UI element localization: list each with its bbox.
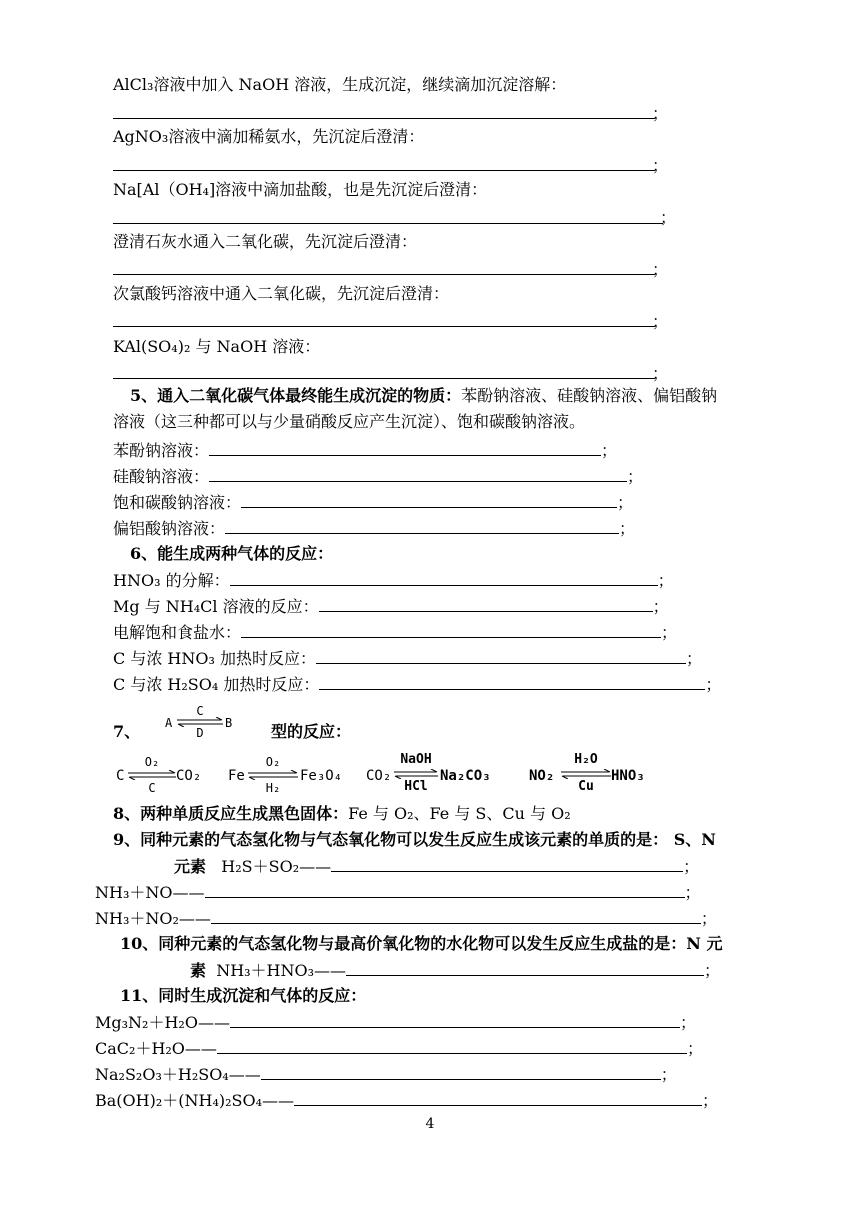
section7-label: 7、 [113,722,141,741]
section6-item: 电解饱和食盐水： ； [113,623,678,642]
semicolon: ； [652,156,669,175]
double-arrow-icon [561,769,611,779]
section10-heading: 10、同种元素的气态氢化物与最高价氧化物的水化物可以发生反应生成盐的是：N 元 [120,934,723,953]
answer-blank[interactable] [294,1090,702,1106]
section11-item: CaC₂＋H₂O—— ； [95,1039,703,1058]
answer-blank[interactable] [217,1038,687,1054]
section9-item: NH₃＋NO₂—— ； [95,909,717,928]
kal-line: KAl(SO₄)₂ 与 NaOH 溶液： [113,337,321,356]
section11-heading: 11、同时生成沉淀和气体的反应： [120,986,367,1005]
semicolon: ； [652,312,669,331]
answer-blank[interactable] [319,674,705,690]
semicolon: ； [652,260,669,279]
section9-item: 元素 H₂S＋SO₂—— ； [174,857,700,876]
section6-item: Mg 与 NH₄Cl 溶液的反应： ； [113,597,669,616]
semicolon: ； [652,364,669,383]
answer-blank[interactable] [205,882,685,898]
section10-item: 素 NH₃＋HNO₃—— ； [190,961,721,980]
answer-blank[interactable] [331,856,683,872]
section5-item: 苯酚钠溶液： ； [113,441,618,460]
answer-blank[interactable] [230,570,658,586]
section6-item: HNO₃ 的分解： ； [113,571,674,590]
scheme-bottom: D [196,726,204,740]
answer-blank[interactable] [319,596,653,612]
page-number: 4 [425,1116,435,1132]
scheme-a-c-d-b [165,705,235,739]
limewater-line: 澄清石灰水通入二氧化碳，先沉淀后澄清： [113,232,418,251]
semicolon: ； [652,104,669,123]
answer-blank[interactable] [211,908,701,924]
double-arrow-icon [128,770,176,780]
section6-heading: 6、能生成两种气体的反应： [130,544,334,563]
section9-heading: 9、同种元素的气态氢化物与气态氧化物可以发生反应生成该元素的单质的是： S、N [113,830,716,849]
section11-item: Mg₃N₂＋H₂O—— ； [95,1013,696,1032]
caclo-line: 次氯酸钙溶液中通入二氧化碳，先沉淀后澄清： [113,284,450,303]
section6-item: C 与浓 H₂SO₄ 加热时反应： ； [113,675,722,694]
answer-blank[interactable] [113,170,655,171]
naal-line: Na[Al（OH₄]溶液中滴加盐酸，也是先沉淀后澄清： [113,180,488,199]
section5-heading: 5、通入二氧化碳气体最终能生成沉淀的物质：苯酚钠溶液、硅酸钠溶液、偏铝酸钠 [130,386,718,405]
answer-blank[interactable] [113,326,655,327]
section8-line: 8、两种单质反应生成黑色固体：Fe 与 O₂、Fe 与 S、Cu 与 O₂ [113,804,571,823]
example-co2-na2co3: CO₂ NaOH HCl Na₂CO₃ [366,752,491,794]
answer-blank[interactable] [209,466,627,482]
answer-blank[interactable] [261,1064,661,1080]
answer-blank[interactable] [113,378,655,379]
scheme-left: A [165,716,173,730]
scheme-right: B [225,716,233,730]
semicolon: ； [660,208,677,227]
answer-blank[interactable] [241,492,617,508]
scheme-top: C [196,704,204,718]
answer-blank[interactable] [209,440,601,456]
double-arrow-icon [394,769,438,779]
answer-blank[interactable] [346,960,704,976]
answer-blank[interactable] [225,518,619,534]
section11-item: Na₂S₂O₃＋H₂SO₄—— ； [95,1065,677,1084]
alcl3-line: AlCl₃溶液中加入 NaOH 溶液，生成沉淀，继续滴加沉淀溶解： [113,75,567,94]
answer-blank[interactable] [113,223,663,224]
section5-item: 硅酸钠溶液： ； [113,467,644,486]
section6-item: C 与浓 HNO₃ 加热时反应： ； [113,649,703,668]
section5-item: 偏铝酸钠溶液： ； [113,519,636,538]
answer-blank[interactable] [230,1012,680,1028]
answer-blank[interactable] [241,622,661,638]
answer-blank[interactable] [316,648,686,664]
example-c-co2: C O₂ C CO₂ [116,755,202,795]
section5-continuation: 溶液（这三种都可以与少量硝酸反应产生沉淀）、饱和碳酸钠溶液。 [113,412,586,431]
example-no2-hno3: NO₂ H₂O Cu HNO₃ [529,752,645,794]
double-arrow-icon [248,770,298,780]
answer-blank[interactable] [113,118,655,119]
section5-item: 饱和碳酸钠溶液： ； [113,493,634,512]
section7-suffix: 型的反应： [271,722,352,741]
example-fe-fe3o4: Fe O₂ H₂ Fe₃O₄ [228,755,343,795]
section11-item: Ba(OH)₂＋(NH₄)₂SO₄—— ； [95,1091,719,1110]
section9-item: NH₃＋NO—— ； [95,883,701,902]
agno3-line: AgNO₃溶液中滴加稀氨水，先沉淀后澄清： [113,127,425,146]
answer-blank[interactable] [113,274,655,275]
